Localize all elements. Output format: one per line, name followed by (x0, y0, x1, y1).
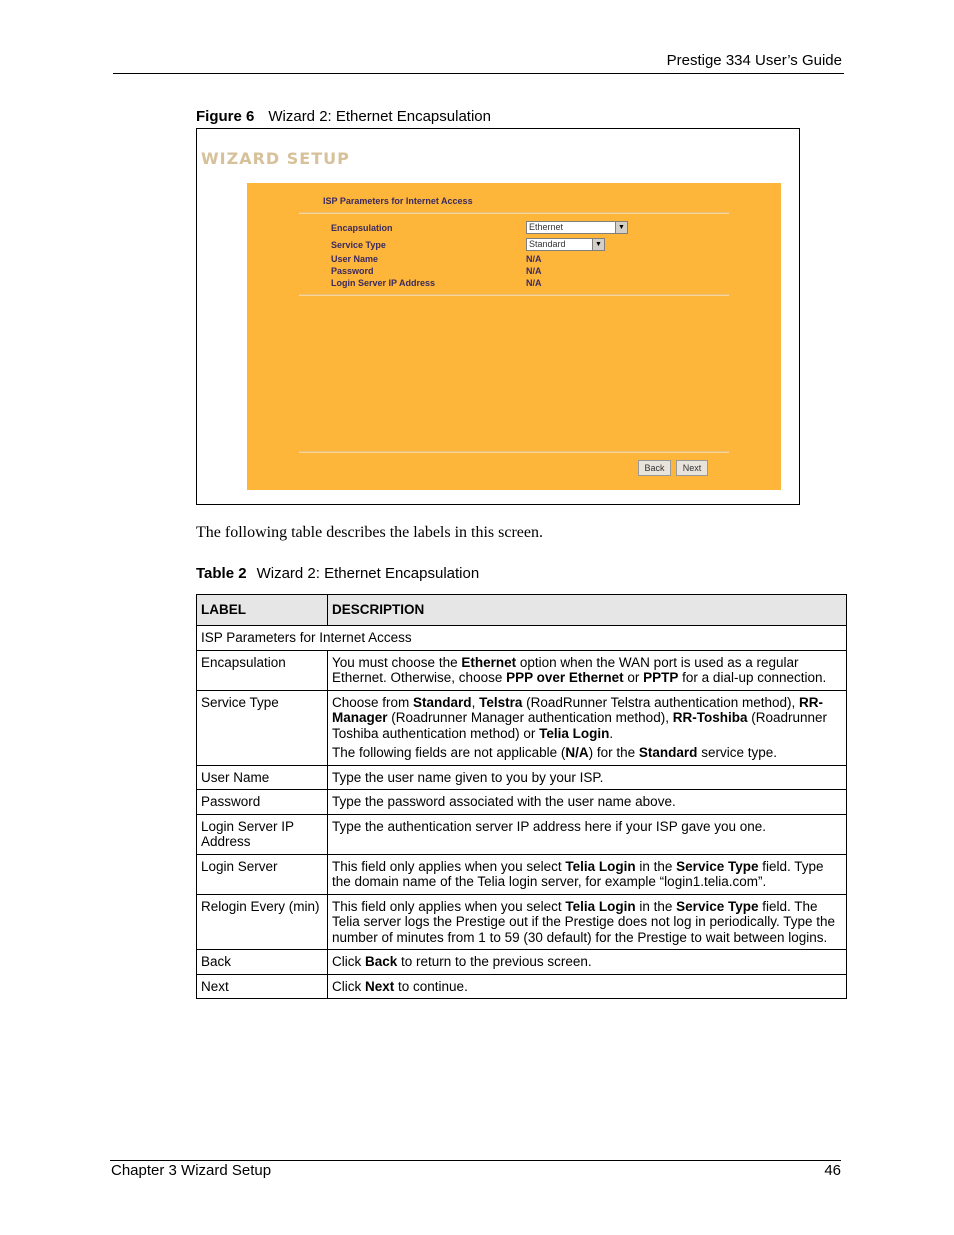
description-paragraph (332, 745, 842, 761)
service-type-select-value: Standard (529, 239, 566, 249)
description-paragraph (332, 819, 842, 835)
row-description (328, 650, 847, 690)
description-text: ) for the (588, 745, 639, 760)
description-paragraph (332, 655, 842, 686)
row-label: Login Server (197, 854, 328, 894)
table-row (197, 950, 847, 975)
row-label: User Name (197, 765, 328, 790)
row-label: Relogin Every (min) (197, 894, 328, 950)
table-row (197, 974, 847, 999)
row-description (328, 765, 847, 790)
chevron-down-icon: ▼ (592, 239, 604, 250)
description-paragraph (332, 859, 842, 890)
section-title: ISP Parameters for Internet Access (197, 626, 847, 651)
table-caption-text: Wizard 2: Ethernet Encapsulation (256, 565, 480, 582)
description-text: Click (332, 978, 365, 994)
user-name-label: User Name (331, 254, 379, 264)
encapsulation-select[interactable] (526, 221, 628, 234)
panel-divider-top (299, 212, 729, 214)
table-row (197, 690, 847, 765)
description-text: Type the authentication server IP address here if your ISP gave you one. (332, 818, 767, 834)
table-header-row (197, 595, 847, 626)
password-value: N/A (526, 266, 542, 276)
row-label: Service Type (197, 690, 328, 765)
emphasis-text: Standard (638, 745, 698, 760)
panel-divider-bottom (299, 451, 729, 453)
row-description (328, 950, 847, 975)
description-text: in the (635, 858, 677, 874)
wizard-title: WIZARD SETUP (201, 149, 350, 168)
emphasis-text: Next (365, 978, 395, 994)
figure-screenshot (196, 128, 800, 505)
description-text: or (623, 670, 644, 685)
row-label: Next (197, 974, 328, 999)
description-paragraph (332, 770, 842, 786)
footer-chapter: Chapter 3 Wizard Setup (111, 1162, 272, 1179)
row-description (328, 894, 847, 950)
row-label: Login Server IP Address (197, 814, 328, 854)
emphasis-text: Service Type (676, 858, 759, 874)
emphasis-text: N/A (565, 745, 589, 760)
description-paragraph (332, 794, 842, 810)
description-text: in the (635, 898, 677, 914)
column-header-description: DESCRIPTION (328, 595, 847, 626)
encapsulation-label: Encapsulation (331, 223, 393, 233)
description-text: . (609, 725, 614, 741)
password-label: Password (331, 266, 374, 276)
table-row (197, 894, 847, 950)
description-text: field. Type the domain name of the Telia login server, for example “login1.telia.com”. (332, 858, 824, 889)
panel-divider-middle (299, 294, 729, 296)
description-paragraph (332, 979, 842, 995)
figure-caption-text: Wizard 2: Ethernet Encapsulation (268, 108, 491, 125)
next-button[interactable]: Next (676, 460, 708, 476)
table-row (197, 765, 847, 790)
description-text: This field only applies when you select (332, 858, 566, 874)
back-button[interactable]: Back (638, 460, 671, 476)
figure-label: Figure 6 (196, 108, 255, 125)
description-table (196, 594, 847, 999)
emphasis-text: Ethernet (461, 654, 517, 670)
table-label: Table 2 (196, 565, 247, 582)
emphasis-text: RR-Manager (332, 694, 824, 725)
description-paragraph (332, 695, 842, 742)
service-type-label: Service Type (331, 240, 386, 250)
footer-divider (110, 1160, 841, 1161)
emphasis-text: Standard (413, 694, 472, 710)
description-text: (Roadrunner Toshiba authentication method) or (332, 710, 827, 741)
chevron-down-icon: ▼ (615, 222, 627, 233)
emphasis-text: PPP over Ethernet (506, 670, 624, 685)
description-text: (RoadRunner Telstra authentication method), (522, 694, 800, 710)
row-description (328, 814, 847, 854)
table-row (197, 814, 847, 854)
row-description (328, 690, 847, 765)
row-label: Back (197, 950, 328, 975)
page-header-title: Prestige 334 User’s Guide (666, 52, 842, 69)
login-server-label: Login Server IP Address (331, 278, 436, 288)
emphasis-text: Service Type (676, 898, 759, 914)
description-text: Type the user name given to you by your ISP. (332, 769, 604, 785)
row-description (328, 854, 847, 894)
description-text: service type. (697, 745, 777, 760)
description-text: (Roadrunner Manager authentication method), (387, 710, 673, 725)
description-paragraph (332, 899, 842, 946)
description-text: field. The Telia server logs the Prestige out if the Prestige does not log in periodically. Type the number of minutes from 1 to 59 (30 default) for the Prestige to wait between logins. (332, 898, 836, 945)
row-label: Password (197, 790, 328, 815)
description-text: This field only applies when you select (332, 898, 566, 914)
emphasis-text: Telia Login (539, 725, 610, 741)
wizard-panel (247, 183, 781, 490)
row-description (328, 974, 847, 999)
table-row (197, 790, 847, 815)
column-header-label: LABEL (197, 595, 328, 626)
description-text: to return to the previous screen. (397, 954, 592, 969)
figure-caption (196, 108, 491, 125)
user-name-value: N/A (526, 254, 542, 264)
emphasis-text: RR-Toshiba (672, 710, 748, 725)
emphasis-text: PPTP (643, 670, 679, 685)
row-label: Encapsulation (197, 650, 328, 690)
description-text: The following fields are not applicable ( (332, 745, 566, 760)
encapsulation-select-value: Ethernet (529, 222, 564, 232)
service-type-select[interactable] (526, 238, 605, 251)
description-text: to continue. (394, 978, 468, 994)
description-text: Choose from (332, 694, 414, 710)
table-row (197, 650, 847, 690)
description-text: Type the password associated with the user name above. (332, 794, 676, 809)
login-server-value: N/A (526, 278, 542, 288)
table-caption (196, 565, 479, 582)
panel-heading: ISP Parameters for Internet Access (323, 196, 473, 206)
description-text: Click (332, 954, 365, 969)
description-text: You must choose the (332, 654, 462, 670)
footer-page-number: 46 (824, 1162, 841, 1179)
description-text: , (471, 694, 480, 710)
table-row (197, 854, 847, 894)
emphasis-text: Telia Login (565, 858, 636, 874)
description-paragraph (332, 954, 842, 970)
emphasis-text: Telstra (479, 694, 523, 710)
row-description (328, 790, 847, 815)
intro-paragraph: The following table describes the labels in this screen. (196, 524, 544, 541)
description-text: option when the WAN port is used as a regular Ethernet. Otherwise, choose (332, 654, 799, 685)
header-divider (113, 73, 844, 74)
table-section-row (197, 626, 847, 651)
description-text: for a dial-up connection. (678, 670, 827, 685)
emphasis-text: Back (365, 954, 398, 969)
emphasis-text: Telia Login (565, 898, 636, 914)
